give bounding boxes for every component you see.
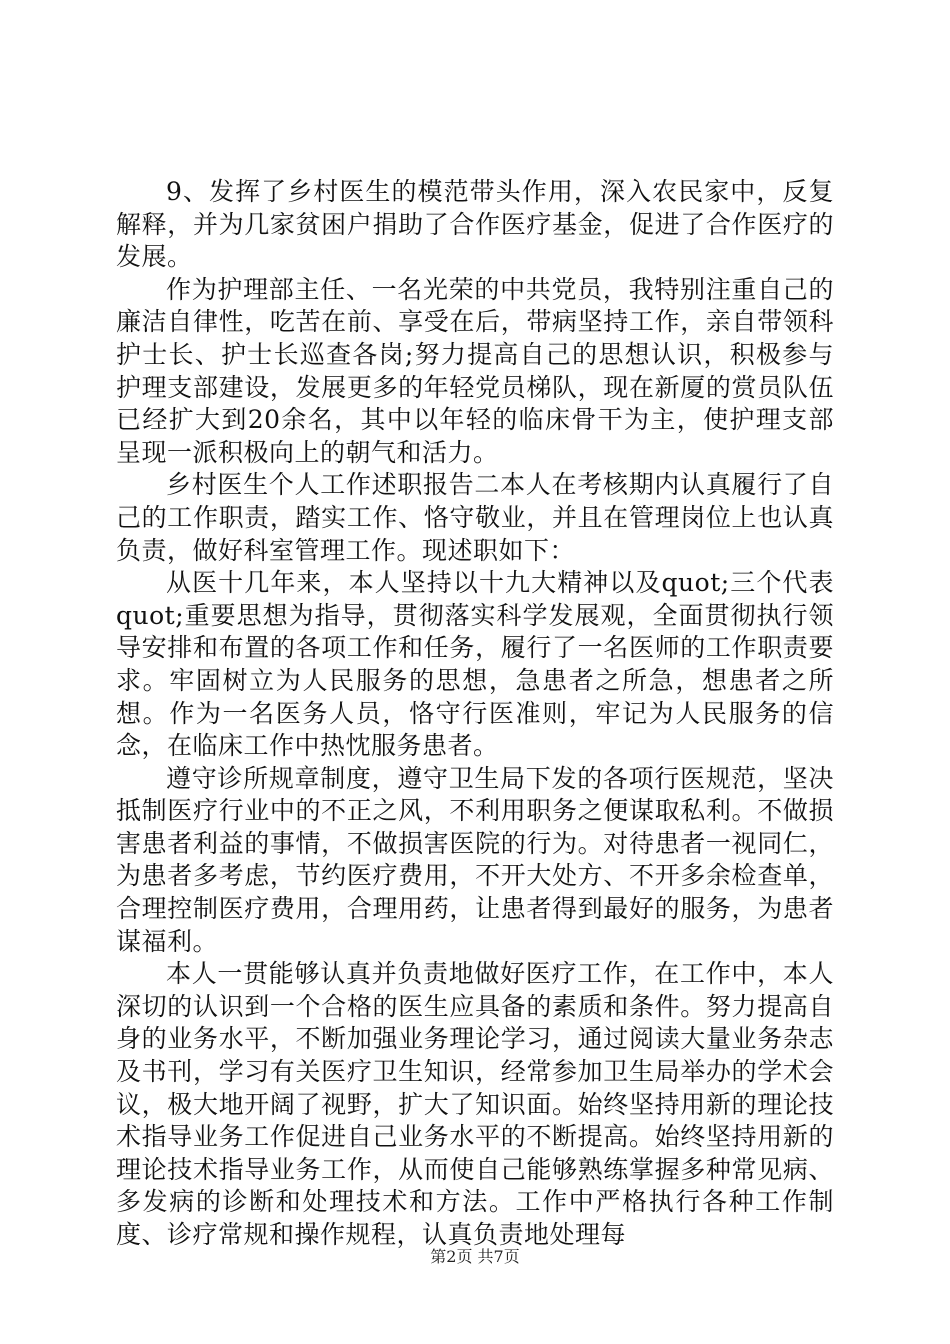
paragraph-2: 作为护理部主任、一名光荣的中共党员，我特别注重自己的廉洁自律性，吃苦在前、享受在后，带病坚持工作，亲自带领科护士长、护士长巡查各岗;努力提高自己的思想认识，积极参与护理支部建设，发展更多的年轻党员梯队，现在新厦的赏员队伍已经扩大到20余名，其中以年轻的临床骨干为主，使护理支部呈现一派积极向上的朝气和活力。 [116,274,834,467]
paragraph-5: 遵守诊所规章制度，遵守卫生局下发的各项行医规范，坚决抵制医疗行业中的不正之风，不利用职务之便谋取私利。不做损害患者利益的事情，不做损害医院的行为。对待患者一视同仁，为患者多考虑，节约医疗费用，不开大处方、不开多余检查单，合理控制医疗费用，合理用药，让患者得到最好的服务，为患者谋福利。 [116,763,834,956]
page-number-footer: 第2页 共7页 [430,1247,520,1266]
paragraph-3: 乡村医生个人工作述职报告二本人在考核期内认真履行了自己的工作职责，踏实工作、恪守敬业，并且在管理岗位上也认真负责，做好科室管理工作。现述职如下： [116,470,834,565]
paragraph-1: 9、发挥了乡村医生的模范带头作用，深入农民家中，反复解释，并为几家贫困户捐助了合作医疗基金，促进了合作医疗的发展。 [116,177,834,272]
paragraph-4: 从医十几年来，本人坚持以十九大精神以及quot;三个代表quot;重要思想为指导，贯彻落实科学发展观，全面贯彻执行领导安排和布置的各项工作和任务，履行了一名医师的工作职责要求。牢固树立为人民服务的思想，急患者之所急，想患者之所想。作为一名医务人员，恪守行医准则，牢记为人民服务的信念，在临床工作中热忱服务患者。 [116,568,834,761]
document-body [116,176,834,1252]
paragraph-6: 本人一贯能够认真并负责地做好医疗工作，在工作中，本人深切的认识到一个合格的医生应具备的素质和条件。努力提高自身的业务水平，不断加强业务理论学习，通过阅读大量业务杂志及书刊，学习有关医疗卫生知识，经常参加卫生局举办的学术会议，极大地开阔了视野，扩大了知识面。始终坚持用新的理论技术指导业务工作促进自己业务水平的不断提高。始终坚持用新的理论技术指导业务工作，从而使自己能够熟练掌握多种常见病、多发病的诊断和处理技术和方法。工作中严格执行各种工作制度、诊疗常规和操作规程，认真负责地处理每 [116,959,834,1249]
